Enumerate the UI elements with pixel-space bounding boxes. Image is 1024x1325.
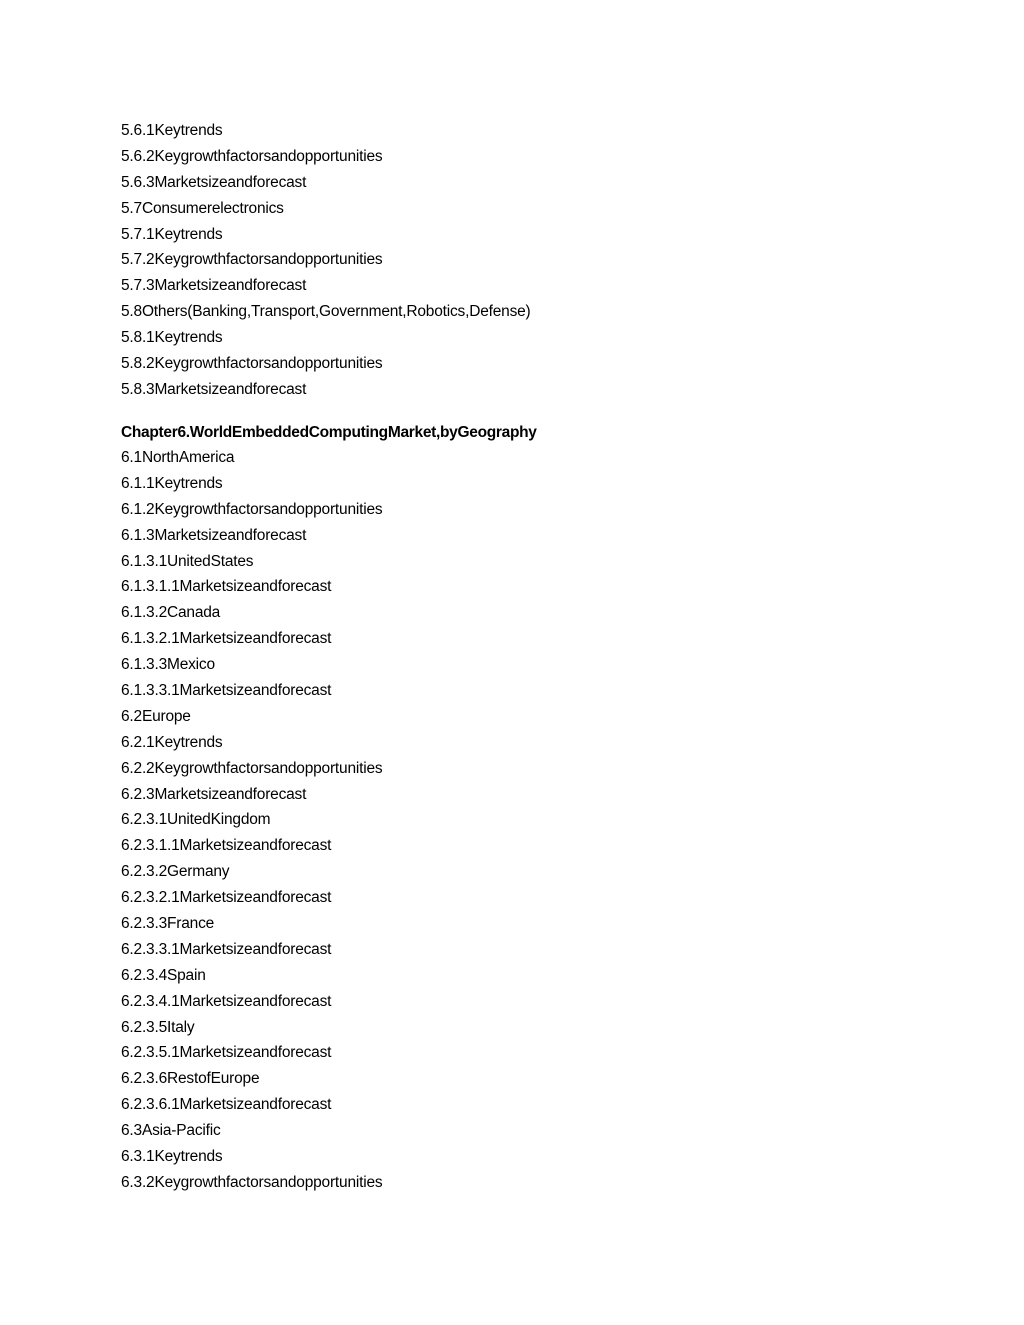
toc-entry: 6.2.3.2.1Marketsizeandforecast xyxy=(121,889,332,907)
toc-entry: 6.2.3Marketsizeandforecast xyxy=(121,785,307,803)
toc-entry: 6.2.3.3France xyxy=(121,915,215,933)
toc-entry: 6.3.1Keytrends xyxy=(121,1148,223,1166)
toc-entry: 6.2Europe xyxy=(121,707,191,725)
toc-entry: 6.2.3.6.1Marketsizeandforecast xyxy=(121,1096,332,1114)
toc-entry: 6.1.3.3Mexico xyxy=(121,656,215,674)
toc-entry: 6.1.3.2Canada xyxy=(121,604,221,622)
chapter-heading: Chapter6.WorldEmbeddedComputingMarket,byGeography xyxy=(121,424,537,441)
toc-chapter-6-list xyxy=(121,445,382,1196)
toc-entry: 5.6.3Marketsizeandforecast xyxy=(121,173,307,191)
toc-entry: 5.8.2Keygrowthfactorsandopportunities xyxy=(121,355,383,373)
toc-entry: 5.8.1Keytrends xyxy=(121,329,223,347)
toc-entry: 5.7.3Marketsizeandforecast xyxy=(121,277,307,295)
toc-entry: 6.1.2Keygrowthfactorsandopportunities xyxy=(121,500,383,518)
toc-entry: 6.2.3.4Spain xyxy=(121,966,206,984)
toc-entry: 6.1.3.1.1Marketsizeandforecast xyxy=(121,578,332,596)
toc-entry: 5.7.1Keytrends xyxy=(121,225,223,243)
toc-entry: 6.2.3.6RestofEurope xyxy=(121,1070,260,1088)
toc-entry: 6.2.2Keygrowthfactorsandopportunities xyxy=(121,759,383,777)
toc-entry: 6.1.3.1UnitedStates xyxy=(121,552,254,570)
toc-entry: 5.6.1Keytrends xyxy=(121,122,223,139)
toc-entry: 5.7Consumerelectronics xyxy=(121,199,284,217)
toc-entry: 6.2.3.4.1Marketsizeandforecast xyxy=(121,992,332,1010)
toc-section-5-list xyxy=(121,118,531,403)
toc-entry: 5.8.3Marketsizeandforecast xyxy=(121,380,307,398)
toc-entry: 6.1.3Marketsizeandforecast xyxy=(121,526,307,544)
toc-entry: 6.2.3.1.1Marketsizeandforecast xyxy=(121,837,332,855)
toc-entry: 5.6.2Keygrowthfactorsandopportunities xyxy=(121,147,383,165)
toc-entry: 6.1NorthAmerica xyxy=(121,449,235,466)
toc-entry: 5.8Others(Banking,Transport,Government,Robotics,Defense) xyxy=(121,303,531,321)
toc-entry: 6.2.3.3.1Marketsizeandforecast xyxy=(121,940,332,958)
toc-entry: 6.2.1Keytrends xyxy=(121,733,223,751)
toc-entry: 6.1.3.2.1Marketsizeandforecast xyxy=(121,630,332,648)
toc-entry: 5.7.2Keygrowthfactorsandopportunities xyxy=(121,251,383,269)
toc-entry: 6.2.3.5.1Marketsizeandforecast xyxy=(121,1044,332,1062)
toc-entry: 6.1.3.3.1Marketsizeandforecast xyxy=(121,682,332,700)
toc-entry: 6.3.2Keygrowthfactorsandopportunities xyxy=(121,1173,383,1191)
toc-entry: 6.1.1Keytrends xyxy=(121,474,223,492)
toc-entry: 6.2.3.2Germany xyxy=(121,863,230,881)
toc-entry: 6.3Asia-Pacific xyxy=(121,1122,221,1140)
toc-entry: 6.2.3.1UnitedKingdom xyxy=(121,811,271,829)
toc-entry: 6.2.3.5Italy xyxy=(121,1018,195,1036)
